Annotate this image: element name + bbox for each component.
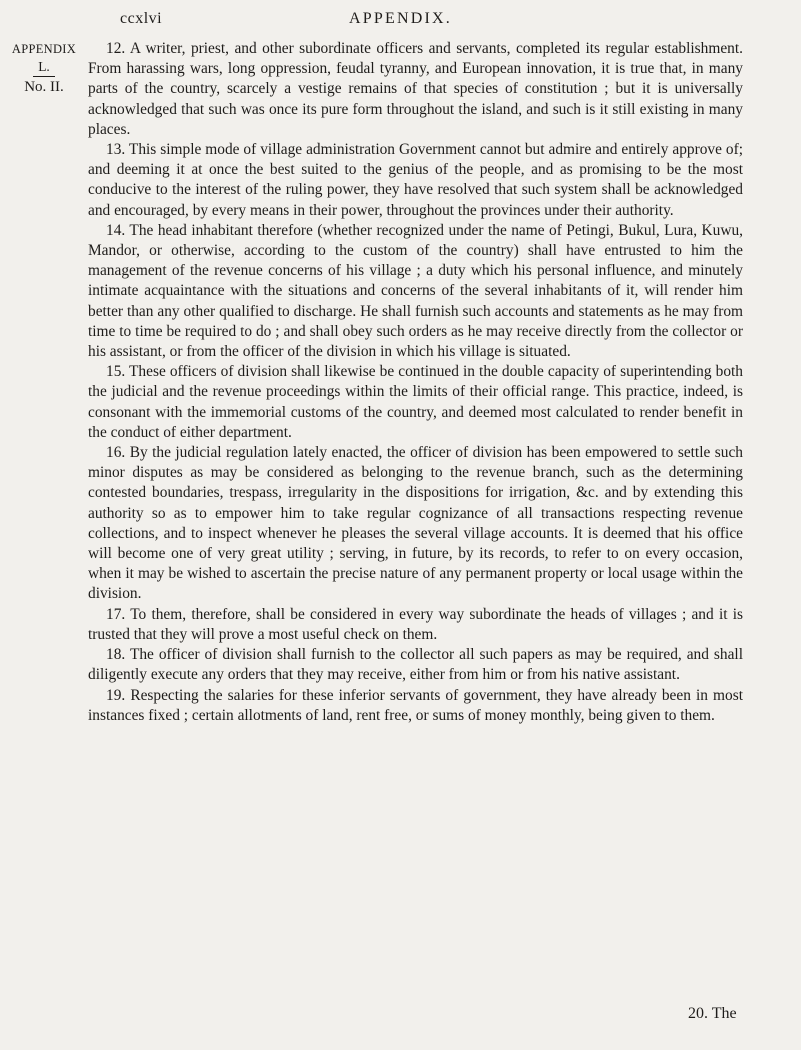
- paragraph-12: 12. A writer, priest, and other subordinate officers and servants, completed its regular establishment. From harassing wars, long oppression, feudal tyranny, and European innovation, it is true that, in many parts of the country, scarcely a vestige remains of that species of constitution ; but it is universally acknowledged that such was once its pure form throughout the island, and such is it still existing in many places.: [88, 40, 743, 138]
- paragraph-15: 15. These officers of division shall likewise be continued in the double capacity of superintending both the judicial and the revenue proceedings within the limits of their official range. This practice, indeed, is consonant with the immemorial customs of the country, and deemed most calculated to render benefit in the conduct of either department.: [88, 363, 743, 441]
- margin-letter: L.: [33, 58, 55, 77]
- paragraph-14: 14. The head inhabitant therefore (whether recognized under the name of Petingi, Bukul, Lura, Kuwu, Mandor, or otherwise, according to the custom of the country) shall have entrusted to him the management of the revenue concerns of his village ; a duty which his personal influence, and minutely intimate acquaintance with the situations and concerns of the several inhabitants of it, will render him better than any other qualified to discharge. He shall furnish such accounts and statements as he may from time to time be required to do ; and shall obey such orders as he may receive directly from the collector or his assistant, or from the officer of the division in which his village is situated.: [88, 221, 743, 361]
- margin-number: No. II.: [24, 79, 64, 95]
- page-header: [0, 10, 801, 36]
- catchword: 20. The: [688, 1005, 737, 1022]
- running-title: APPENDIX.: [349, 10, 452, 27]
- page-number: ccxlvi: [120, 10, 163, 27]
- paragraph-19: 19. Respecting the salaries for these inferior servants of government, they have already been in most instances fixed ; certain allotments of land, rent free, or sums of money monthly, being given to them.: [88, 686, 743, 724]
- margin-note: [8, 40, 80, 96]
- body-text: [88, 39, 743, 726]
- paragraph-18: 18. The officer of division shall furnish to the collector all such papers as may be required, and shall diligently execute any orders that they may receive, either from him or from his native assistant.: [88, 646, 743, 684]
- paragraph-17: 17. To them, therefore, shall be considered in every way subordinate the heads of villages ; and it is trusted that they will prove a most useful check on them.: [88, 605, 743, 643]
- paragraph-13: 13. This simple mode of village administration Government cannot but admire and entirely approve of; and deeming it at once the best suited to the genius of the people, and as promising to be the most conducive to the interest of the ruling power, they have resolved that such system shall be acknowledged and encouraged, by every means in their power, throughout the provinces under their authority.: [88, 141, 743, 219]
- paragraph-16: 16. By the judicial regulation lately enacted, the officer of division has been empowered to settle such minor disputes as may be considered as belonging to the revenue branch, such as the determining contested boundaries, trespass, irregularity in the dispositions for irrigation, &c. and by extending this authority so as to empower him to take regular cognizance of all transactions respecting revenue collections, and to inspect whenever he pleases the several village accounts. It is deemed that his office will become one of very great utility ; serving, in future, by its records, to refer to on every occasion, when it may be wished to ascertain the precise nature of any permanent property or local usage within the division.: [88, 444, 743, 603]
- margin-appendix: APPENDIX: [11, 42, 77, 56]
